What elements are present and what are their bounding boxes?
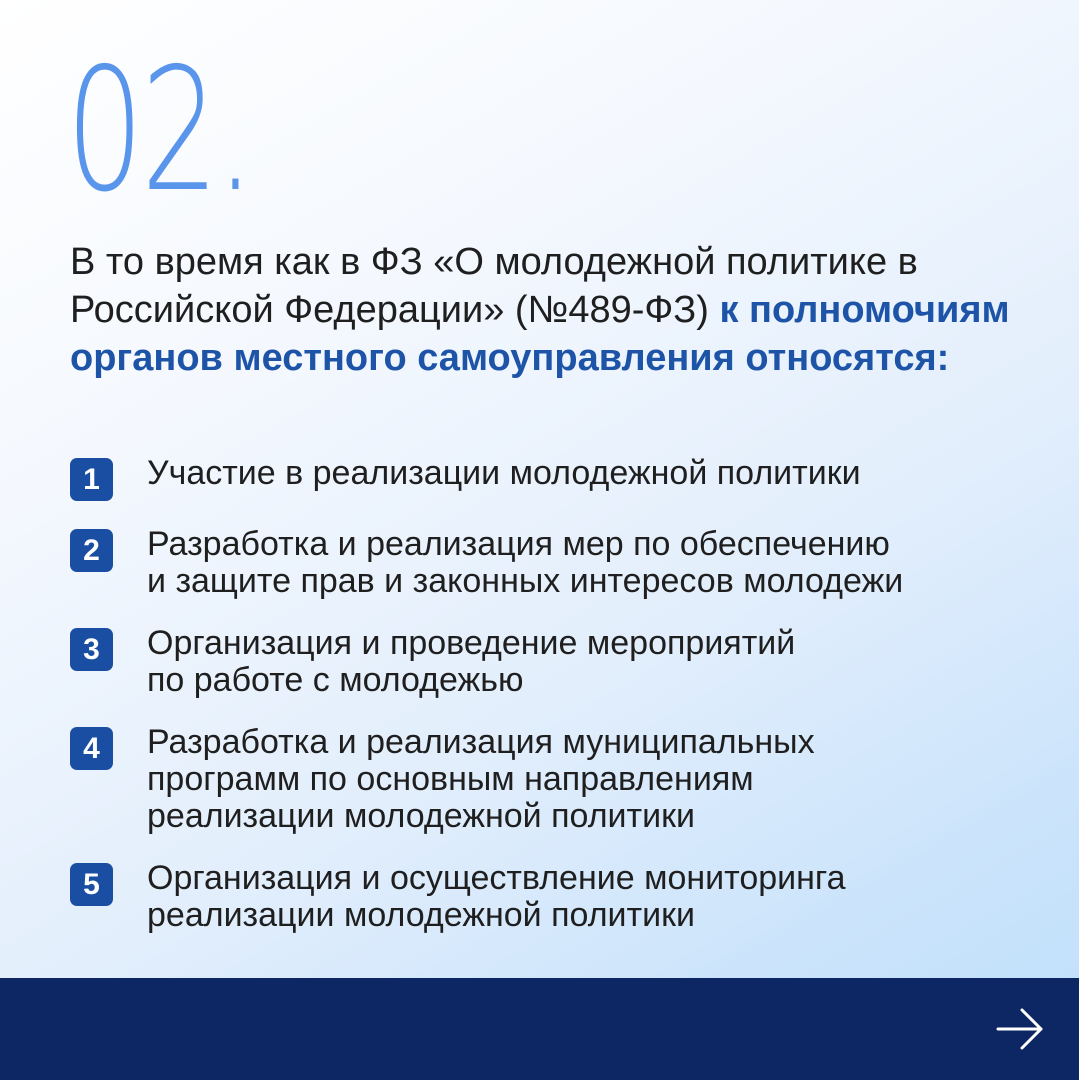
list-item-line: Разработка и реализация муниципальных (147, 723, 815, 761)
slide-number: 02. (66, 32, 253, 230)
list-item-line: реализации молодежной политики (147, 896, 695, 934)
list-item (70, 860, 1060, 934)
powers-list (70, 455, 1060, 934)
intro-text (70, 238, 1060, 382)
footer-bar (0, 978, 1079, 1080)
list-item-line: программ по основным направлениям (147, 760, 754, 798)
list-item-text (147, 455, 861, 492)
number-badge: 4 (70, 727, 113, 770)
list-item-text (147, 724, 815, 835)
list-item-text (147, 526, 903, 600)
number-badge: 5 (70, 863, 113, 906)
list-item-line: Участие в реализации молодежной политики (147, 454, 861, 492)
list-item-line: Организация и осуществление мониторинга (147, 859, 846, 897)
number-badge: 1 (70, 458, 113, 501)
list-item (70, 625, 1060, 699)
intro-plain-text: В то время как в ФЗ «О молодежной политике в Российской Федерации» (№489-ФЗ) (70, 241, 918, 331)
list-item-text (147, 625, 795, 699)
list-item (70, 724, 1060, 835)
list-item-text (147, 860, 845, 934)
arrow-right-icon[interactable] (995, 1004, 1045, 1054)
list-item (70, 526, 1060, 600)
list-item-line: Разработка и реализация мер по обеспечению (147, 525, 890, 563)
number-badge: 3 (70, 628, 113, 671)
list-item-line: и защите прав и законных интересов молодежи (147, 562, 904, 600)
list-item-line: реализации молодежной политики (147, 797, 695, 835)
intro-highlight-text: к полномочиям органов местного самоуправления относятся: (70, 289, 1010, 379)
list-item-line: Организация и проведение мероприятий (147, 624, 796, 662)
number-badge: 2 (70, 529, 113, 572)
list-item (70, 455, 1060, 501)
list-item-line: по работе с молодежью (147, 661, 524, 699)
